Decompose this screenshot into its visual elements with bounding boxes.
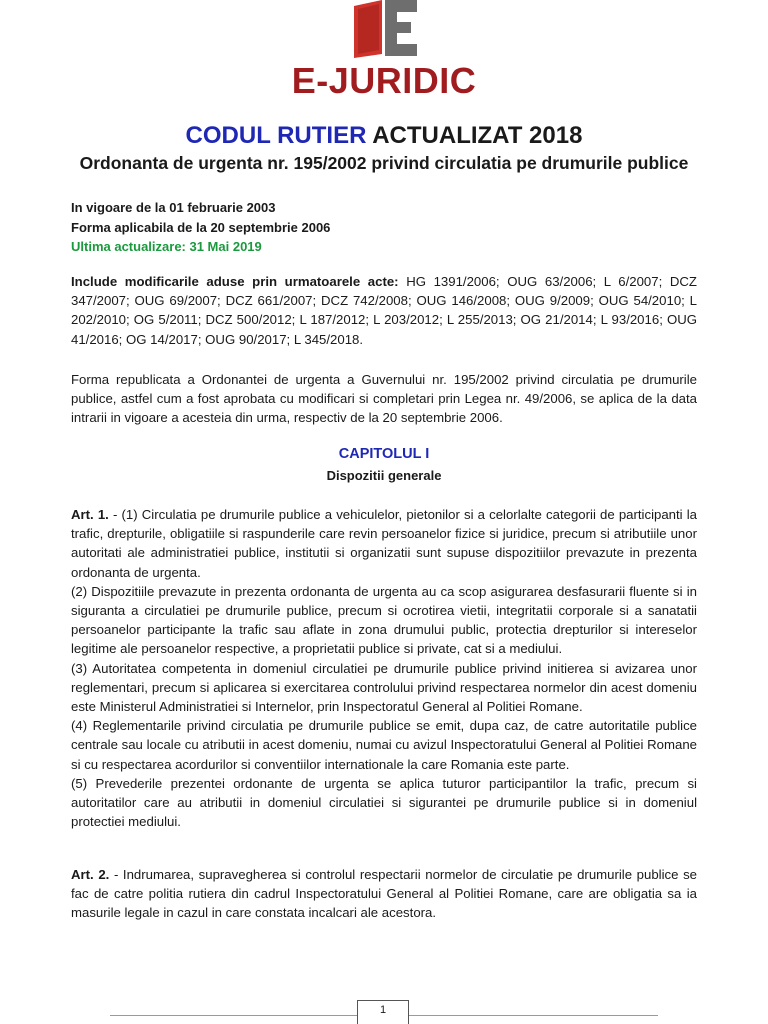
article-1-paragraph-2: (2) Dispozitiile prevazute in prezenta ordonanta de urgenta au ca scop asigurarea desfasurarii fluente si in siguranta a circulatiei pe drumurile publice, precum si ocrotirea vietii, integritatii corporale si a sanatatii persoanelor participante la trafic sau aflate in zona drumului public, protectia drepturilor si intereselor legitime ale persoanelor respective, a proprietatii publice si private, cat si a mediului. bbox=[71, 583, 697, 657]
chapter-subtitle: Dispozitii generale bbox=[326, 468, 442, 483]
title-blue: CODUL RUTIER bbox=[185, 122, 367, 149]
article-1-text-1: - (1) Circulatia pe drumurile publice a vehiculelor, pietonilor si a celorlalte categorii de participanti la trafic, drepturile, obligatiile si raspunderile care revin persoanelor fizice si juridice, precum si atributiile unor autoritati ale administratiei publice, institutii si organizatii sunt supuse dispozitiilor prevazute in prezenta ordonanta de urgenta. bbox=[71, 507, 697, 580]
article-1 bbox=[71, 505, 697, 831]
article-1-paragraph-3: (3) Autoritatea competenta in domeniul circulatiei pe drumurile publice privind initierea si avizarea unor reglementari, precum si aplicarea si exercitarea controlului privind respectarea normelor din acest domeniu este Ministerul Administratiei si Internelor, prin Inspectoratul General al Politiei Romane. bbox=[71, 660, 697, 715]
article-2-text: - Indrumarea, supravegherea si controlul respectarii normelor de circulatie pe drumurile publice se fac de catre politia rutiera din cadrul Inspectoratului General al Politiei Romane, care are obligatia sa ia masurile legale in cazul in care constata incalcari ale acestora. bbox=[71, 867, 697, 921]
article-1-paragraph-4: (4) Reglementarile privind circulatia pe drumurile publice se emit, dupa caz, de catre autoritatile publice centrale sau locale cu atributii in acest domeniu, numai cu avizul Inspectoratului General al Politiei Romane si cu respectarea acordurilor si conventiilor internationale la care Romania este parte. bbox=[71, 718, 697, 772]
page-number: 1 bbox=[357, 1000, 409, 1024]
applicable-form-date: Forma aplicabila de la 20 septembrie 2006 bbox=[71, 219, 331, 235]
article-2 bbox=[71, 865, 697, 923]
chapter-title: CAPITOLUL I bbox=[338, 446, 430, 462]
article-1-paragraph-5: (5) Prevederile prezentei ordonante de urgenta se aplica tuturor participantilor la trafic, precum si autoritatilor care au atributii in domeniul circulatiei si sigurantei pe drumurile publice si in domeniul protectiei mediului. bbox=[71, 775, 697, 830]
article-2-label: Art. 2. bbox=[71, 867, 110, 882]
in-force-date: In vigoare de la 01 februarie 2003 bbox=[71, 200, 276, 215]
modifications-acts: HG 1391/2006; OUG 63/2006; L 6/2007; DCZ 347/2007; OUG 69/2007; DCZ 661/2007; DCZ 742/2008; OUG 146/2008; OUG 9/2009; OUG 54/2010; L 202/2010; OG 5/2011; DCZ 500/2012; L 187/2012; L 203/2012; L 255/2013; OG 21/2014; L 93/2016; OUG 41/2016; OG 14/2017; OUG 90/2017; L 345/2018. bbox=[71, 274, 697, 347]
title-rest: ACTUALIZAT 2018 bbox=[372, 122, 583, 149]
republication-text: Forma republicata a Ordonantei de urgenta a Guvernului nr. 195/2002 privind circulatia pe drumurile publice, astfel cum a fost aprobata cu modificari si completari prin Legea nr. 49/2006, se aplica de la data intrarii in vigoare a acesteia din urma, respectiv de la 20 septembrie 2006. bbox=[71, 372, 697, 426]
article-1-paragraph-1 bbox=[71, 505, 697, 582]
last-update: Ultima actualizare: 31 Mai 2019 bbox=[71, 239, 262, 254]
modifications-label: Include modificarile aduse prin urmatoarele acte: bbox=[71, 274, 399, 289]
document-title bbox=[0, 122, 768, 150]
document-subtitle: Ordonanta de urgenta nr. 195/2002 privind circulatia pe drumurile publice bbox=[79, 153, 689, 173]
brand-name: E-JURIDIC bbox=[291, 60, 477, 101]
e-juridic-logo-icon bbox=[352, 0, 418, 58]
brand-header bbox=[0, 0, 768, 110]
article-1-label: Art. 1. bbox=[71, 507, 109, 522]
modifications-paragraph bbox=[71, 272, 697, 349]
article-2-paragraph bbox=[71, 865, 697, 923]
republication-paragraph bbox=[71, 370, 697, 428]
document-meta bbox=[71, 198, 701, 257]
